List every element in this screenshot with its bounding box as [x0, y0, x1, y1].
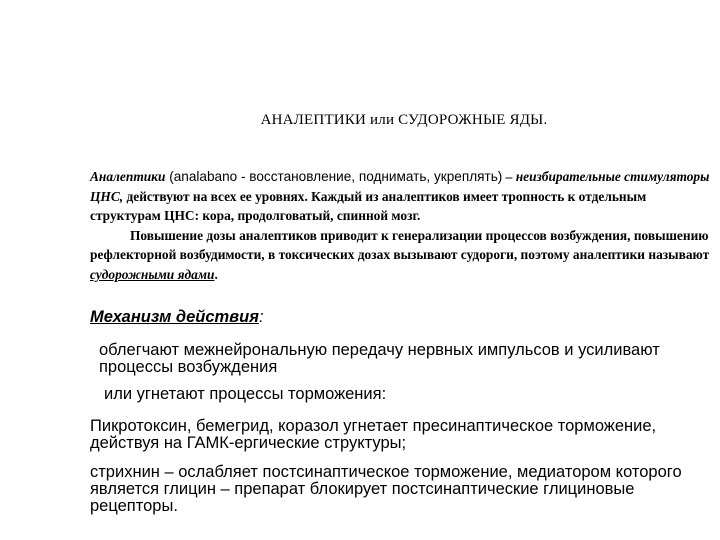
- definition-rest: действуют на всех ее уровнях. Каждый из аналептиков имеет тропность к отдельным структурам ЦНС: кора, продолговатый, спинной мозг.: [90, 188, 647, 224]
- mechanism-line-1: облегчают межнейрональную передачу нервных импульсов и усиливают процессы возбуждения: [99, 341, 660, 376]
- definition-italic: неизбирательные стимуляторы ЦНС,: [90, 169, 710, 204]
- intro-paragraph: [90, 167, 716, 226]
- intro-paragraph-2: [90, 226, 716, 285]
- para2-end: .: [214, 266, 218, 282]
- paragraph-picrotoxin: Пикротоксин, бемегрид, коразол угнетает пресинаптическое торможение, действуя на ГАМК-ергические структуры;: [90, 417, 657, 452]
- paragraph-strychnine: стрихнин – ослабляет постсинаптическое торможение, медиатором которого является глицин – препарат блокирует постсинаптические глициновые рецепторы.: [90, 463, 682, 515]
- dash: –: [502, 169, 513, 184]
- intro-text-block: [90, 167, 716, 285]
- mechanism-line-2: или угнетают процессы торможения:: [104, 385, 387, 403]
- slide-title: АНАЛЕПТИКИ или СУДОРОЖНЫЕ ЯДЫ.: [260, 112, 548, 128]
- term-analeptiki: Аналептики: [90, 169, 166, 184]
- mechanism-heading-text: Механизм действия: [90, 308, 259, 326]
- para2-text: Повышение дозы аналептиков приводит к генерализации процессов возбуждения, повышению рефлекторной возбудимости, в токсических дозах вызывают судороги, поэтому аналептики называют: [90, 227, 710, 263]
- etymology-text: (analabano - восстановление, поднимать, укреплять): [165, 169, 503, 184]
- mechanism-colon: :: [258, 308, 264, 326]
- convulsive-poisons-term: судорожными ядами: [90, 266, 215, 282]
- mechanism-heading: [90, 308, 264, 327]
